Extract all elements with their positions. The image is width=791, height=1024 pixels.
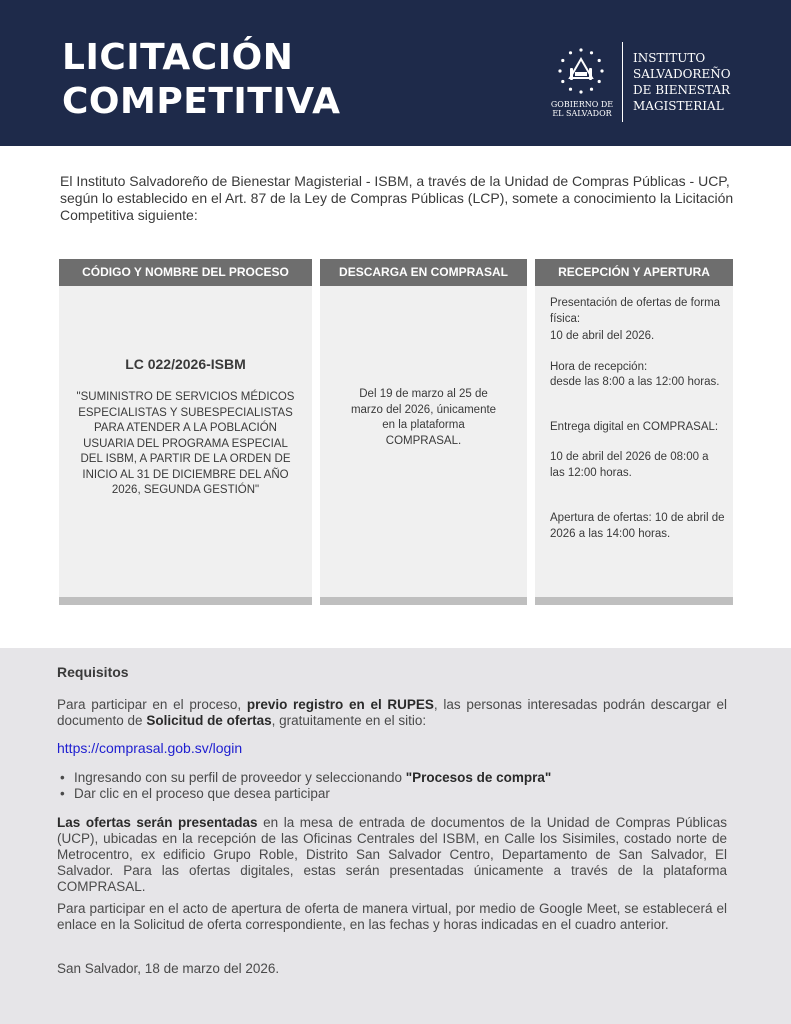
header-process-code: CÓDIGO Y NOMBRE DEL PROCESO — [59, 259, 312, 286]
download-column — [320, 286, 527, 597]
page-title — [62, 36, 341, 124]
requirements-paragraph-2: Las ofertas serán presentadas en la mesa de entrada de documentos de la Unidad de Compras Públicas (UCP), ubicadas en la recepción de las Oficinas Centrales del ISBM, en Calle los Sisimiles, costado norte de Metrocentro, ex edificio Grupo Roble, Distrito San Salvador Centro, Departamento de San Salvador, El Salvador. Para las ofertas digitales, estas serán presentadas únicamente a través de la plataforma COMPRASAL. — [57, 815, 727, 894]
opening-info: Apertura de ofertas: 10 de abril de 2026 a las 14:00 horas. — [550, 512, 725, 540]
requirements-paragraph-1: Para participar en el proceso, previo registro en el RUPES, las personas interesadas podrán descargar el documento de Solicitud de ofertas, gratuitamente en el sitio: — [57, 697, 728, 728]
reception-hours: desde las 8:00 a las 12:00 horas. — [550, 376, 720, 388]
comprasal-login-link[interactable]: https://comprasal.gob.sv/login — [57, 740, 243, 756]
header-download: DESCARGA EN COMPRASAL — [320, 259, 527, 286]
intro-paragraph: El Instituto Salvadoreño de Bienestar Magisterial - ISBM, a través de la Unidad de Compras Públicas - UCP, según lo establecido en el Art. 87 de la Ley de Compras Públicas (LCP), somete a conocimiento la Licitación Competitiva siguiente: — [60, 173, 734, 223]
reception-hours-label: Hora de recepción: — [550, 361, 648, 373]
institute-name: INSTITUTO SALVADOREÑO DE BIENESTAR MAGISTERIAL — [633, 51, 731, 113]
requirements-title: Requisitos — [57, 664, 129, 680]
digital-submission-label: Entrega digital en COMPRASAL: — [550, 421, 719, 433]
physical-submission-date: 10 de abril del 2026. — [550, 330, 655, 342]
title-line-2: COMPETITIVA — [62, 81, 341, 122]
column-footer-bar — [535, 597, 733, 605]
column-footer-bar — [320, 597, 527, 605]
closing-date: San Salvador, 18 de marzo del 2026. — [57, 961, 280, 976]
requirements-paragraph-3: Para participar en el acto de apertura de oferta de manera virtual, por medio de Google Meet, se establecerá el enlace en la Solicitud de oferta correspondiente, en las fechas y horas indicadas en el cuadro anterior. — [57, 901, 727, 932]
process-code: LC 022/2026-ISBM — [125, 356, 246, 372]
column-footer-bar — [59, 597, 312, 605]
process-column — [59, 286, 312, 597]
header-reception: RECEPCIÓN Y APERTURA — [535, 259, 733, 286]
physical-submission-label: Presentación de ofertas de forma física: — [550, 297, 721, 325]
digital-submission-time: 10 de abril del 2026 de 08:00 a las 12:00 horas. — [550, 451, 709, 479]
list-item: • Dar clic en el proceso que desea participar — [60, 786, 330, 801]
government-label: GOBIERNO DE EL SALVADOR — [550, 100, 614, 118]
reception-column — [535, 286, 733, 597]
title-line-1: LICITACIÓN — [62, 37, 294, 78]
list-item: • Ingresando con su perfil de proveedor y seleccionando "Procesos de compra" — [60, 770, 552, 785]
process-name: "SUMINISTRO DE SERVICIOS MÉDICOS ESPECIALISTAS Y SUBESPECIALISTAS PARA ATENDER A LA POBLACIÓN USUARIA DEL PROGRAMA ESPECIAL DEL ISBM, A PARTIR DE LA ORDEN DE INICIO AL 31 DE DICIEMBRE DEL AÑO 2026, SEGUNDA GESTIÓN" — [76, 391, 295, 496]
download-period: Del 19 de marzo al 25 de marzo del 2026, únicamente en la plataforma COMPRASAL. — [350, 388, 497, 447]
national-seal-icon — [556, 46, 606, 96]
header-divider — [622, 42, 623, 122]
